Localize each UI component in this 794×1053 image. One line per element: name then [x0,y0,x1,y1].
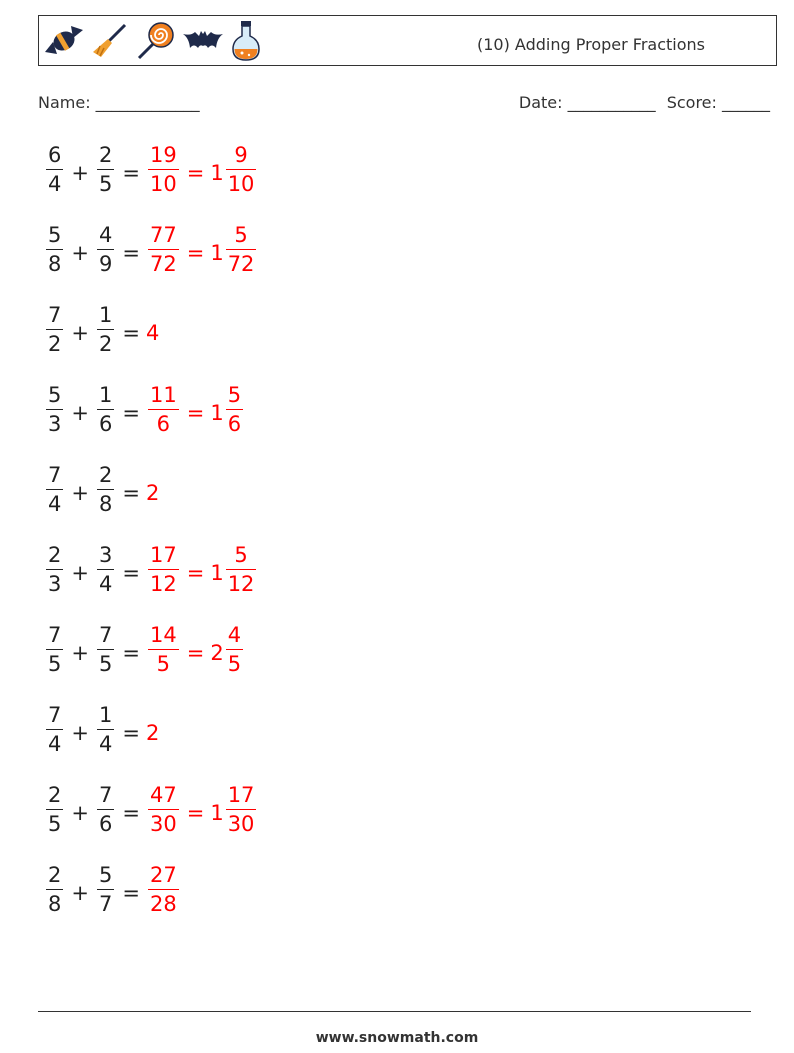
icon-row [43,20,267,62]
mixed-whole: 1 [210,241,224,265]
addend-fraction [46,623,63,675]
numerator: 9 [234,143,248,167]
addend-fraction [46,543,63,595]
numerator: 5 [98,863,113,887]
denominator: 4 [48,172,62,196]
denominator: 2 [98,332,113,356]
answer-equals-sign: = [186,801,205,825]
numerator: 7 [48,703,62,727]
addend-fraction [97,463,114,515]
denominator: 4 [98,732,113,756]
denominator: 6 [156,412,171,436]
addend-fraction [97,543,114,595]
numerator: 1 [98,703,113,727]
denominator: 8 [98,492,113,516]
numerator: 4 [227,623,242,647]
denominator: 7 [98,892,113,916]
numerator: 19 [149,143,177,167]
numerator: 5 [48,383,62,407]
numerator: 1 [98,303,113,327]
denominator: 12 [227,572,255,596]
answer [146,783,258,835]
addend-fraction [46,863,63,915]
answer-equals-sign: = [186,641,205,665]
numerator: 2 [98,463,113,487]
answer-improper-fraction [148,543,179,595]
problem-row [44,863,258,943]
answer-equals-sign: = [186,401,205,425]
equals-sign: = [122,481,140,505]
addend-fraction [46,303,63,355]
plus-sign: + [71,241,89,265]
numerator: 7 [48,623,62,647]
denominator: 72 [227,252,255,276]
addend-fraction [97,223,114,275]
addend-fraction [97,863,114,915]
denominator: 6 [227,412,242,436]
plus-sign: + [71,881,89,905]
answer [146,703,159,744]
problem-row [44,703,258,783]
denominator: 2 [48,332,62,356]
addend-fraction [97,143,114,195]
answer [146,463,159,504]
answer-whole: 2 [145,721,160,745]
sheet-title: (10) Adding Proper Fractions [477,35,705,54]
denominator: 8 [48,892,62,916]
plus-sign: + [71,721,89,745]
answer [146,143,258,195]
numerator: 47 [149,783,177,807]
numerator: 5 [48,223,62,247]
numerator: 2 [48,543,62,567]
denominator: 5 [48,812,62,836]
plus-sign: + [71,321,89,345]
equals-sign: = [122,881,140,905]
numerator: 3 [98,543,113,567]
mixed-fraction [226,783,257,835]
answer [146,303,159,344]
denominator: 4 [48,492,62,516]
problem-row [44,143,258,223]
plus-sign: + [71,801,89,825]
potion-icon [231,20,261,62]
answer-improper-fraction [148,623,179,675]
mixed-fraction [226,143,257,195]
addend-fraction [46,463,63,515]
addend-fraction [46,783,63,835]
denominator: 3 [48,572,62,596]
denominator: 10 [227,172,255,196]
addend-fraction [97,383,114,435]
answer [146,863,181,915]
answer-equals-sign: = [186,241,205,265]
numerator: 11 [149,383,177,407]
header-box [38,15,777,66]
mixed-whole: 1 [210,561,224,585]
lollipop-icon [135,21,175,61]
problem-list [44,143,258,943]
numerator: 5 [234,543,248,567]
denominator: 72 [149,252,177,276]
denominator: 10 [149,172,177,196]
numerator: 7 [48,303,62,327]
equals-sign: = [122,561,140,585]
addend-fraction [97,703,114,755]
denominator: 6 [98,412,113,436]
mixed-whole: 1 [210,801,224,825]
denominator: 4 [48,732,62,756]
mixed-whole: 2 [210,641,224,665]
plus-sign: + [71,161,89,185]
denominator: 5 [227,652,242,676]
problem-row [44,623,258,703]
problem-row [44,783,258,863]
answer-whole: 4 [145,321,160,345]
addend-fraction [97,783,114,835]
answer-whole: 2 [145,481,160,505]
denominator: 5 [98,652,113,676]
answer-improper-fraction [148,863,179,915]
equals-sign: = [122,321,140,345]
equals-sign: = [122,641,140,665]
answer [146,623,245,675]
addend-fraction [97,623,114,675]
answer-equals-sign: = [186,161,205,185]
numerator: 2 [48,783,62,807]
denominator: 6 [98,812,113,836]
addend-fraction [46,143,63,195]
equals-sign: = [122,161,140,185]
candy-icon [43,22,85,60]
denominator: 5 [98,172,113,196]
denominator: 5 [156,652,171,676]
equals-sign: = [122,801,140,825]
plus-sign: + [71,401,89,425]
mixed-whole: 1 [210,161,224,185]
mixed-fraction [226,623,243,675]
equals-sign: = [122,721,140,745]
numerator: 5 [227,383,242,407]
numerator: 27 [149,863,177,887]
answer-improper-fraction [148,223,179,275]
numerator: 5 [234,223,248,247]
addend-fraction [46,703,63,755]
addend-fraction [46,383,63,435]
equals-sign: = [122,241,140,265]
answer-improper-fraction [148,783,179,835]
numerator: 7 [98,623,113,647]
numerator: 14 [149,623,177,647]
mixed-fraction [226,543,257,595]
answer-improper-fraction [148,383,179,435]
numerator: 2 [48,863,62,887]
footer-divider [38,1011,751,1012]
footer-website: www.snowmath.com [315,1030,479,1046]
mixed-whole: 1 [210,401,224,425]
addend-fraction [97,303,114,355]
score-field: Score: ______ [666,93,770,112]
date-field: Date: ___________ [518,93,656,112]
denominator: 5 [48,652,62,676]
numerator: 7 [98,783,113,807]
name-field: Name: _____________ [38,93,200,112]
denominator: 9 [98,252,113,276]
numerator: 4 [98,223,113,247]
numerator: 2 [98,143,113,167]
problem-row [44,303,258,383]
denominator: 28 [149,892,177,916]
denominator: 3 [48,412,62,436]
addend-fraction [46,223,63,275]
mixed-fraction [226,383,243,435]
answer [146,543,258,595]
answer-equals-sign: = [186,561,205,585]
denominator: 30 [149,812,177,836]
numerator: 77 [149,223,177,247]
numerator: 1 [98,383,113,407]
numerator: 6 [48,143,62,167]
date-score-fields [513,93,770,112]
denominator: 30 [227,812,255,836]
plus-sign: + [71,641,89,665]
problem-row [44,543,258,623]
problem-row [44,383,258,463]
answer [146,383,245,435]
answer [146,223,258,275]
plus-sign: + [71,561,89,585]
denominator: 4 [98,572,113,596]
denominator: 12 [149,572,177,596]
numerator: 17 [149,543,177,567]
numerator: 17 [227,783,255,807]
problem-row [44,223,258,303]
plus-sign: + [71,481,89,505]
equals-sign: = [122,401,140,425]
answer-improper-fraction [148,143,179,195]
mixed-fraction [226,223,257,275]
broom-icon [91,22,129,60]
denominator: 8 [48,252,62,276]
numerator: 7 [48,463,62,487]
bat-icon [181,26,225,56]
problem-row [44,463,258,543]
